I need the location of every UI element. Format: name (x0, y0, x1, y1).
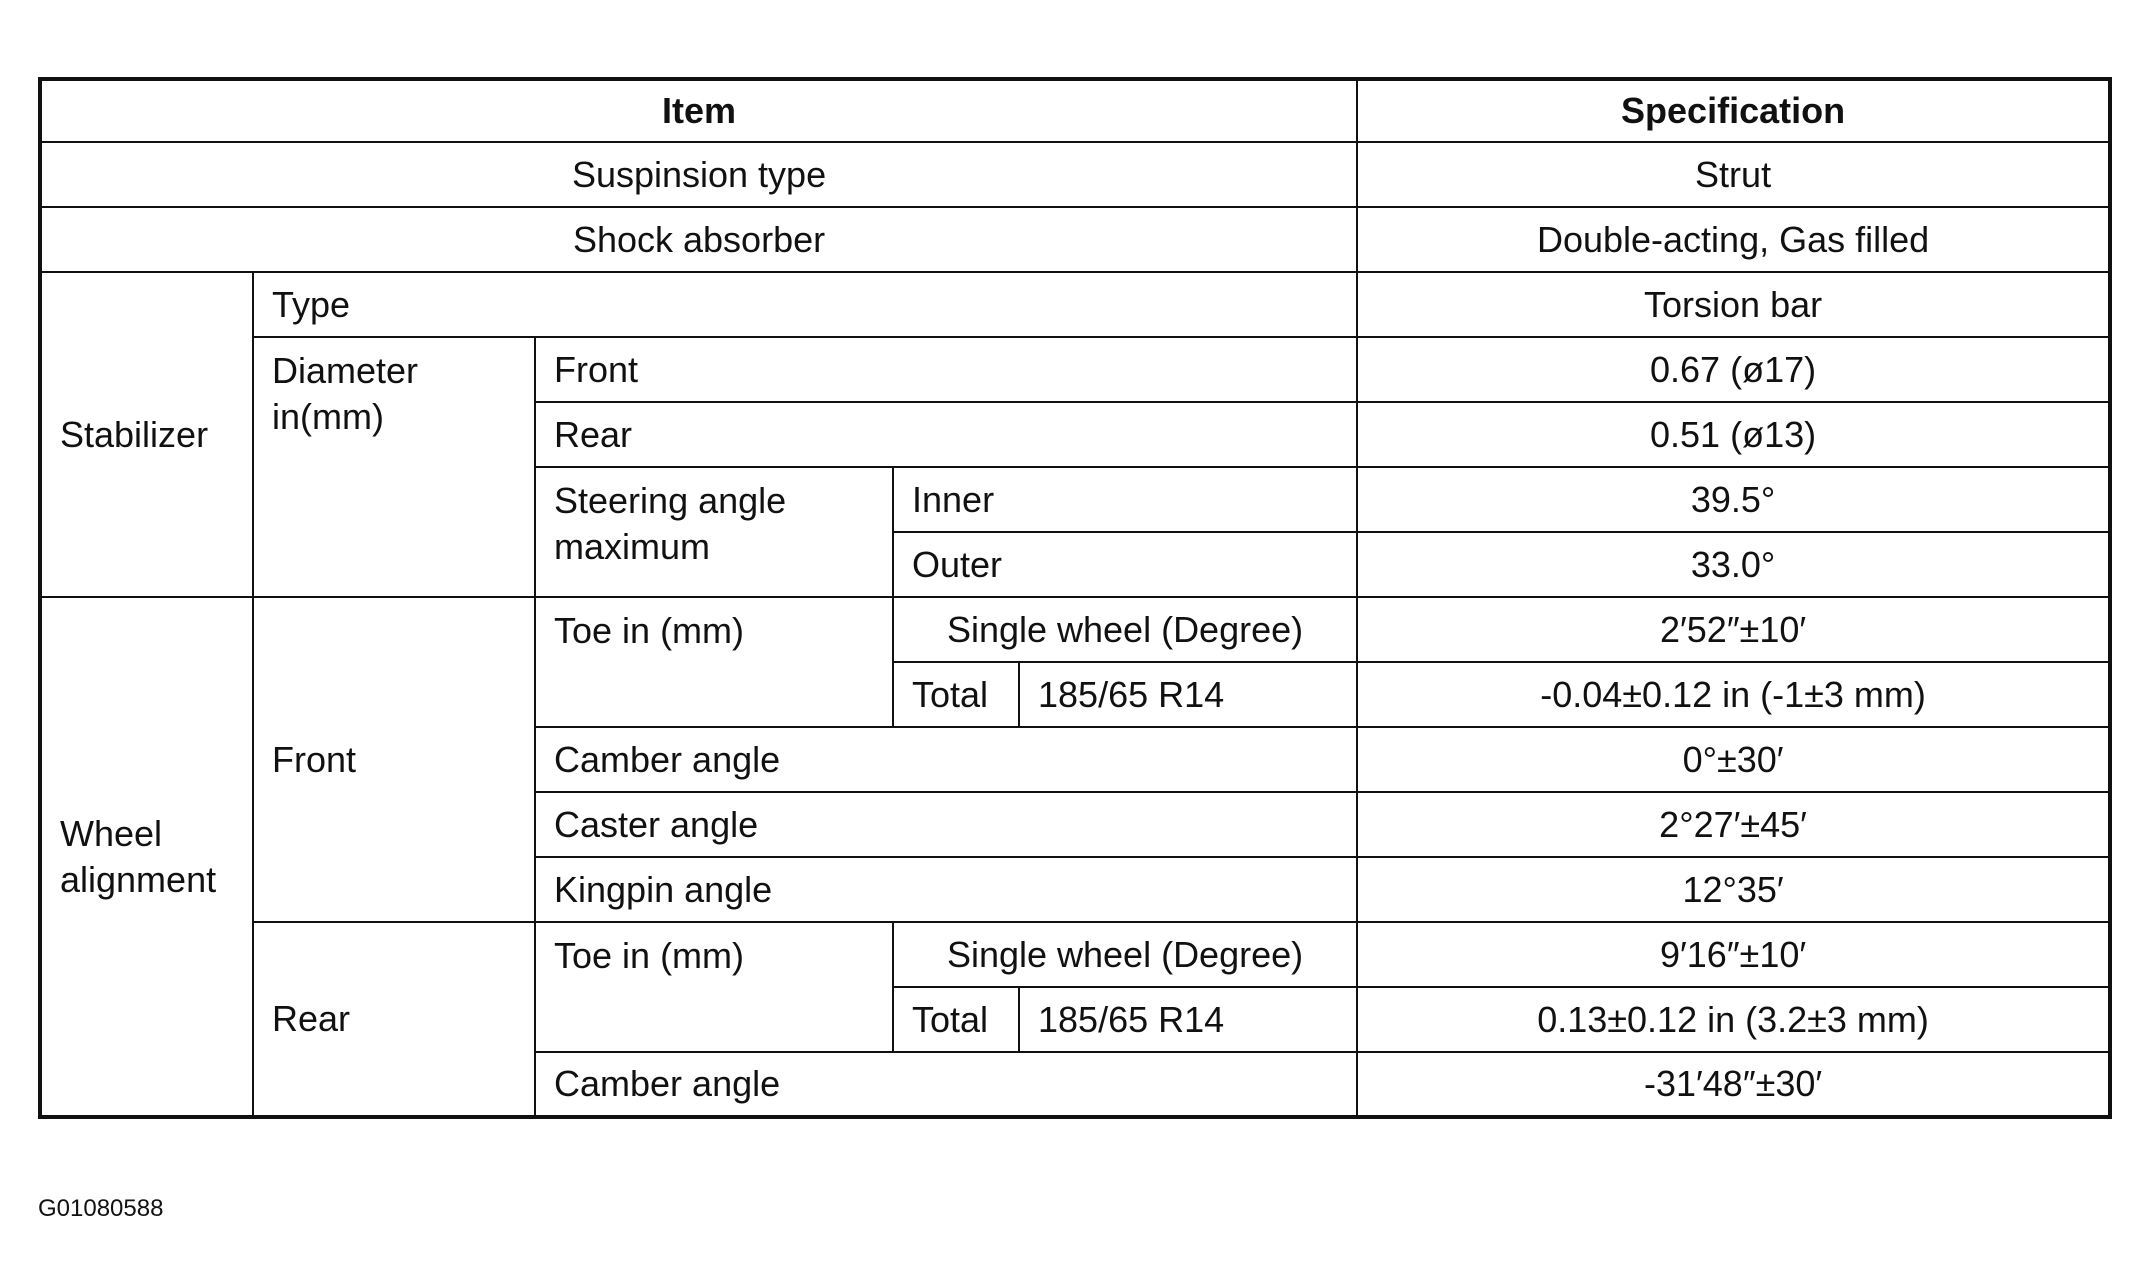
shock-absorber-label: Shock absorber (40, 207, 1357, 272)
rear-single-wheel-label: Single wheel (Degree) (893, 922, 1357, 987)
steering-outer-value: 33.0° (1357, 532, 2110, 597)
front-single-wheel-label: Single wheel (Degree) (893, 597, 1357, 662)
wheel-alignment-label: Wheel alignment (40, 597, 253, 1117)
suspension-type-label: Suspinsion type (40, 142, 1357, 207)
front-toe-label: Toe in (mm) (535, 597, 893, 727)
table-row (40, 207, 2110, 272)
rear-alignment-label: Rear (253, 922, 535, 1117)
steering-outer-label: Outer (893, 532, 1357, 597)
rear-camber-label: Camber angle (535, 1052, 1357, 1117)
rear-total-size: 185/65 R14 (1019, 987, 1357, 1052)
diameter-front-label: Front (535, 337, 1357, 402)
front-single-wheel-value: 2′52″±10′ (1357, 597, 2110, 662)
diameter-rear-value: 0.51 (ø13) (1357, 402, 2110, 467)
table-row (40, 272, 2110, 337)
stabilizer-type-label: Type (253, 272, 1357, 337)
header-item: Item (40, 79, 1357, 142)
table-row (40, 922, 2110, 987)
front-camber-label: Camber angle (535, 727, 1357, 792)
table-row (40, 597, 2110, 662)
suspension-type-value: Strut (1357, 142, 2110, 207)
header-specification: Specification (1357, 79, 2110, 142)
caster-angle-label: Caster angle (535, 792, 1357, 857)
kingpin-angle-label: Kingpin angle (535, 857, 1357, 922)
header-row (40, 79, 2110, 142)
steering-inner-label: Inner (893, 467, 1357, 532)
diameter-label: Diameter in(mm) (253, 337, 535, 597)
specification-table (38, 77, 2112, 1119)
rear-camber-value: -31′48″±30′ (1357, 1052, 2110, 1117)
figure-id: G01080588 (38, 1195, 164, 1222)
kingpin-angle-value: 12°35′ (1357, 857, 2110, 922)
table-row (40, 337, 2110, 402)
front-camber-value: 0°±30′ (1357, 727, 2110, 792)
stabilizer-label: Stabilizer (40, 272, 253, 597)
table-row (40, 142, 2110, 207)
rear-toe-label: Toe in (mm) (535, 922, 893, 1052)
stabilizer-type-value: Torsion bar (1357, 272, 2110, 337)
rear-total-label: Total (893, 987, 1019, 1052)
diameter-front-value: 0.67 (ø17) (1357, 337, 2110, 402)
rear-total-value: 0.13±0.12 in (3.2±3 mm) (1357, 987, 2110, 1052)
front-alignment-label: Front (253, 597, 535, 922)
caster-angle-value: 2°27′±45′ (1357, 792, 2110, 857)
steering-angle-label: Steering angle maximum (535, 467, 893, 597)
rear-single-wheel-value: 9′16″±10′ (1357, 922, 2110, 987)
steering-inner-value: 39.5° (1357, 467, 2110, 532)
front-total-value: -0.04±0.12 in (-1±3 mm) (1357, 662, 2110, 727)
front-total-label: Total (893, 662, 1019, 727)
shock-absorber-value: Double-acting, Gas filled (1357, 207, 2110, 272)
front-total-size: 185/65 R14 (1019, 662, 1357, 727)
diameter-rear-label: Rear (535, 402, 1357, 467)
